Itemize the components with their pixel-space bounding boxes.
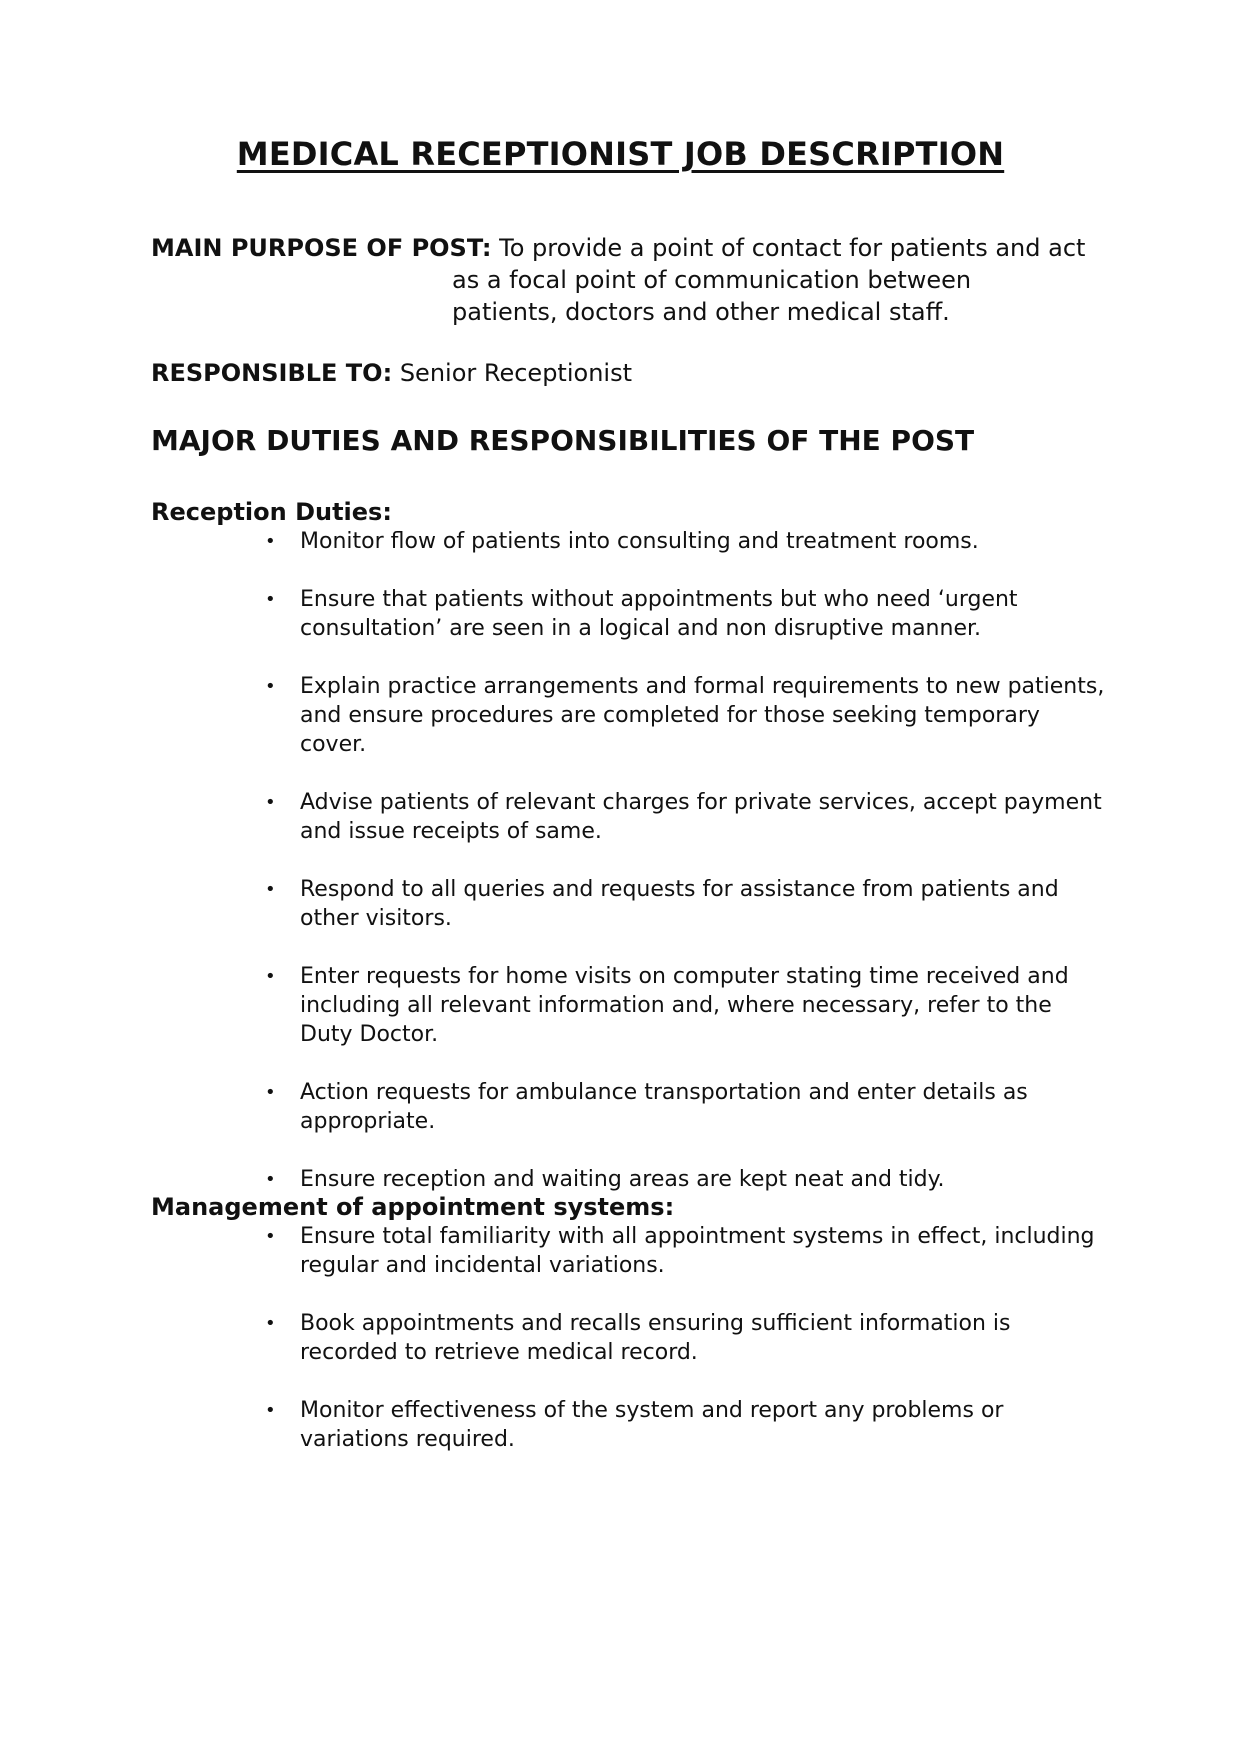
list-item: • Explain practice arrangements and formal requirements to new patients, and ensure procedures are completed for those seeking temporary cover. [265, 674, 1105, 757]
major-duties-heading: MAJOR DUTIES AND RESPONSIBILITIES OF THE POST [151, 424, 975, 457]
page-title: MEDICAL RECEPTIONIST JOB DESCRIPTION [236, 135, 1005, 173]
appointment-duties-list [265, 1222, 1110, 1454]
list-item: • Ensure total familiarity with all appointment systems in effect, including regular and incidental variations. [265, 1224, 1095, 1278]
list-item: • Enter requests for home visits on computer stating time received and including all relevant information and, where necessary, refer to the Duty Doctor. [265, 964, 1069, 1047]
bullet-icon: • [265, 966, 276, 987]
bullet-icon: • [265, 676, 276, 697]
bullet-icon: • [265, 792, 276, 813]
bullet-icon: • [265, 1226, 276, 1247]
list-item: • Respond to all queries and requests for assistance from patients and other visitors. [265, 877, 1059, 931]
bullet-icon: • [265, 589, 276, 610]
bullet-icon: • [265, 1313, 276, 1334]
main-purpose-label: MAIN PURPOSE OF POST: [151, 234, 492, 262]
responsible-to-value: Senior Receptionist [399, 359, 632, 387]
bullet-icon: • [265, 1082, 276, 1103]
responsible-to [151, 357, 632, 389]
main-purpose-line-3: patients, doctors and other medical staff. [452, 298, 950, 326]
section-heading-reception: Reception Duties: [151, 498, 392, 526]
bullet-icon: • [265, 1169, 276, 1190]
list-item: • Book appointments and recalls ensuring sufficient information is recorded to retrieve medical record. [265, 1311, 1011, 1365]
bullet-icon: • [265, 531, 276, 552]
main-purpose [151, 232, 1091, 328]
list-item: • Action requests for ambulance transportation and enter details as appropriate. [265, 1080, 1028, 1134]
list-item: • Advise patients of relevant charges for private services, accept payment and issue receipts of same. [265, 790, 1102, 844]
section-heading-appointments: Management of appointment systems: [151, 1193, 675, 1221]
list-item: • Monitor flow of patients into consulting and treatment rooms. [265, 529, 979, 554]
responsible-to-label: RESPONSIBLE TO: [151, 359, 393, 387]
bullet-icon: • [265, 1400, 276, 1421]
main-purpose-line-1: To provide a point of contact for patients and act [499, 234, 1086, 262]
reception-duties-list [265, 527, 1110, 1194]
list-item: • Monitor effectiveness of the system and report any problems or variations required. [265, 1398, 1004, 1452]
main-purpose-line-2: as a focal point of communication between [452, 266, 972, 294]
list-item: • Ensure reception and waiting areas are kept neat and tidy. [265, 1167, 945, 1192]
list-item: • Ensure that patients without appointments but who need ‘urgent consultation’ are seen in a logical and non disruptive manner. [265, 587, 1018, 641]
bullet-icon: • [265, 879, 276, 900]
